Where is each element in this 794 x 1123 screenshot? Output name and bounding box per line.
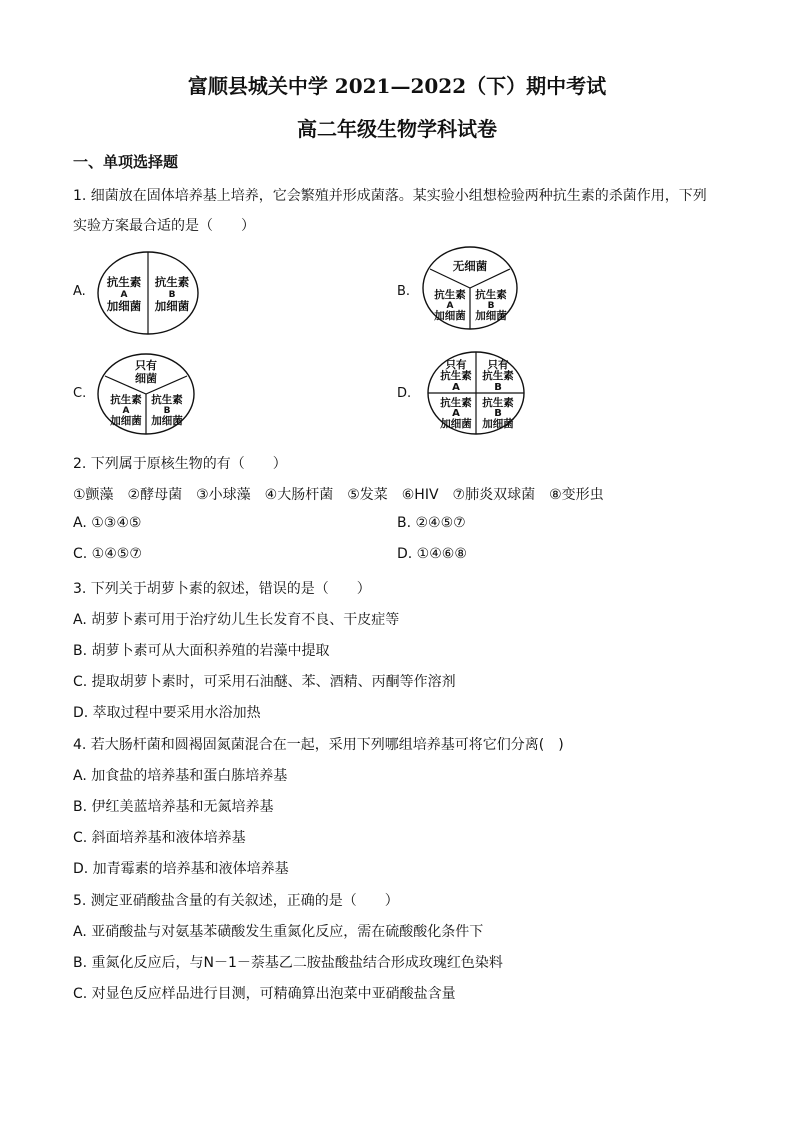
dish-d-tr-line1: 只有 [487,359,509,371]
q4-option-b: B. 伊红美蓝培养基和无氮培养基 [73,799,274,815]
q2-option-d: D. ①④⑥⑧ [397,546,467,562]
dish-b-left-line1: 抗生素 [434,289,466,301]
q5-option-b: B. 重氮化反应后，与N－1－萘基乙二胺盐酸盐结合形成玫瑰红色染料 [73,955,503,971]
q2-option-a: A. ①③④⑤ [73,515,142,531]
dish-d-tr-line3: B [494,382,502,393]
q5-option-c: C. 对显色反应样品进行目测，可精确算出泡菜中亚硝酸盐含量 [73,986,456,1002]
dish-c-left-line1: 抗生素 [110,394,142,406]
q4-option-c: C. 斜面培养基和液体培养基 [73,830,246,846]
section-heading: 一、单项选择题 [73,153,179,171]
dish-a-left-line2: A [120,290,128,300]
dish-b-top-label: 无细菌 [452,259,488,273]
dish-a-left-line1: 抗生素 [106,275,142,289]
q2-option-b: B. ②④⑤⑦ [397,515,466,531]
dish-d-bl-line3: 加细菌 [440,418,472,430]
q2-items: ①颤藻 ②酵母菌 ③小球藻 ④大肠杆菌 ⑤发菜 ⑥HIV ⑦肺炎双球菌 ⑧变形虫 [73,487,604,503]
dish-b-right-line1: 抗生素 [475,289,507,301]
dish-c-left-line3: 加细菌 [110,415,142,427]
dish-c-left-line2: A [122,406,130,416]
q3-option-a: A. 胡萝卜素可用于治疗幼儿生长发育不良、干皮症等 [73,612,400,628]
petri-dish-a [96,250,200,336]
dish-d-tl-line3: A [452,382,460,393]
q3-stem: 3. 下列关于胡萝卜素的叙述，错误的是（ ） [73,581,371,597]
q4-option-a: A. 加食盐的培养基和蛋白胨培养基 [73,768,288,784]
dish-b-right-line2: B [487,301,495,311]
dish-a-right-line1: 抗生素 [154,275,190,289]
petri-dish-c [96,352,196,436]
dish-d-bl-line1: 抗生素 [440,397,472,409]
exam-subtitle: 高二年级生物学科试卷 [297,117,497,141]
dish-c-top-line2: 细菌 [135,372,157,385]
q1-option-c-label: C. [73,386,87,401]
dish-d-tr-line2: 抗生素 [482,370,514,382]
q1-option-d-label: D. [397,386,412,401]
q1-stem-line2: 实验方案最合适的是（ ） [73,218,255,234]
dish-a-left-line3: 加细菌 [106,299,142,313]
dish-c-right-line1: 抗生素 [151,394,183,406]
dish-d-br-line3: 加细菌 [482,418,514,430]
q1-stem-line1: 1. 细菌放在固体培养基上培养，它会繁殖并形成菌落。某实验小组想检验两种抗生素的杀菌作用，下列 [73,188,707,204]
q4-option-d: D. 加青霉素的培养基和液体培养基 [73,861,289,877]
q3-option-c: C. 提取胡萝卜素时，可采用石油醚、苯、酒精、丙酮等作溶剂 [73,674,456,690]
dish-a-right-line3: 加细菌 [154,299,190,313]
dish-b-right-line3: 加细菌 [475,310,507,322]
dish-b-left-line2: A [446,301,454,311]
q1-option-b-label: B. [397,284,411,299]
dish-a-right-line2: B [168,290,176,300]
dish-d-tl-line1: 只有 [445,359,467,371]
q4-stem: 4. 若大肠杆菌和圆褐固氮菌混合在一起，采用下列哪组培养基可将它们分离( ) [73,737,564,753]
q5-option-a: A. 亚硝酸盐与对氨基苯磺酸发生重氮化反应，需在硫酸酸化条件下 [73,924,484,940]
q5-stem: 5. 测定亚硝酸盐含量的有关叙述，正确的是（ ） [73,893,399,909]
dish-d-br-line2: B [494,408,502,419]
q2-option-c: C. ①④⑤⑦ [73,546,142,562]
dish-b-left-line3: 加细菌 [434,310,466,322]
dish-d-br-line1: 抗生素 [482,397,514,409]
q1-option-a-label: A. [73,284,86,299]
petri-dish-d [426,350,526,436]
dish-c-top-line1: 只有 [135,359,157,372]
exam-title: 富顺县城关中学 2021—2022（下）期中考试 [187,74,607,98]
q2-stem: 2. 下列属于原核生物的有（ ） [73,456,287,472]
petri-dish-b [421,245,519,331]
q3-option-b: B. 胡萝卜素可从大面积养殖的岩藻中提取 [73,643,330,659]
dish-d-tl-line2: 抗生素 [440,370,472,382]
dish-d-bl-line2: A [452,408,460,419]
q3-option-d: D. 萃取过程中要采用水浴加热 [73,705,261,721]
dish-c-right-line3: 加细菌 [151,415,183,427]
dish-c-right-line2: B [163,406,171,416]
